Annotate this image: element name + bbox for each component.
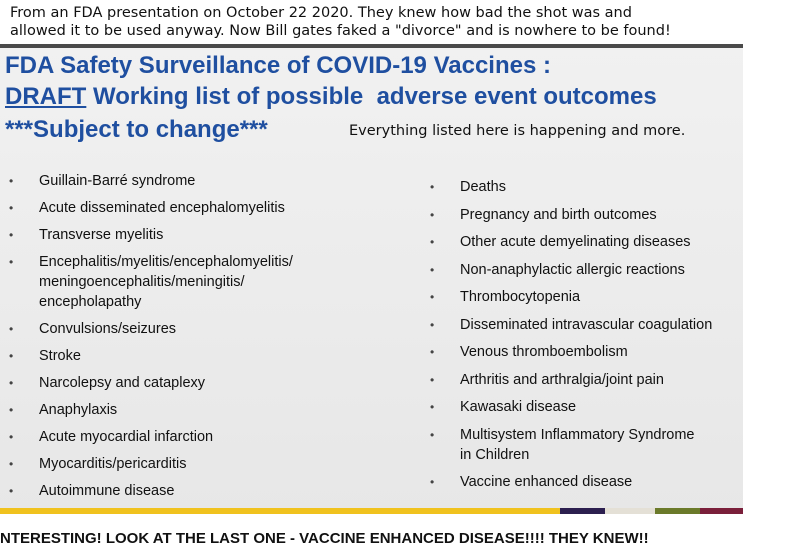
right-outcome-list bbox=[430, 177, 743, 492]
bullet-icon: • bbox=[9, 376, 14, 390]
bullet-icon: • bbox=[9, 255, 14, 269]
list-item: • Thrombocytopenia bbox=[430, 289, 581, 305]
bullet-icon: • bbox=[9, 174, 14, 188]
bullet-icon: • bbox=[9, 403, 14, 417]
right-margin bbox=[743, 0, 805, 516]
overlay-note: Everything listed here is happening and more. bbox=[349, 123, 686, 139]
list-item: • Disseminated intravascular coagulation bbox=[430, 316, 713, 333]
slide-footer-color-bar bbox=[0, 508, 743, 516]
list-item: • Autoimmune disease bbox=[9, 483, 175, 499]
bullet-icon: • bbox=[9, 457, 14, 471]
slide-top-border bbox=[0, 44, 743, 48]
bullet-icon: • bbox=[430, 235, 435, 249]
list-item: • Acute disseminated encephalomyelitis bbox=[9, 200, 285, 216]
bullet-icon: • bbox=[430, 345, 435, 359]
list-item: • Other acute demyelinating diseases bbox=[430, 234, 691, 250]
color-segment bbox=[560, 508, 605, 514]
bullet-icon: • bbox=[9, 228, 14, 242]
slide-title-line-3: ***Subject to change*** bbox=[5, 116, 268, 143]
slide-image bbox=[0, 44, 743, 514]
bullet-icon: • bbox=[430, 475, 435, 489]
list-item: • Vaccine enhanced disease bbox=[430, 474, 633, 490]
slide-title-line-1: FDA Safety Surveillance of COVID-19 Vaccines : bbox=[5, 52, 551, 79]
list-item: • Anaphylaxis bbox=[9, 402, 118, 418]
top-caption bbox=[10, 4, 730, 40]
bullet-icon: • bbox=[9, 201, 14, 215]
list-item: • Kawasaki disease bbox=[430, 399, 577, 415]
bullet-icon: • bbox=[430, 262, 435, 277]
slide-title-line-2 bbox=[5, 83, 657, 111]
color-segment bbox=[0, 508, 560, 514]
color-segment bbox=[605, 508, 655, 514]
list-item: • Encephalitis/myelitis/encephalomyelitis/ meningoencephalitis/meningitis/ encepholapathy bbox=[9, 254, 293, 310]
bullet-icon: • bbox=[430, 372, 435, 387]
bullet-icon: • bbox=[430, 180, 435, 194]
list-item: • Narcolepsy and cataplexy bbox=[9, 375, 206, 391]
list-item: • Acute myocardial infarction bbox=[9, 429, 214, 445]
bullet-icon: • bbox=[430, 400, 435, 414]
color-segment bbox=[700, 508, 743, 514]
top-caption-line-2: allowed it to be used anyway. Now Bill gates faked a "divorce" and is nowhere to be found! bbox=[10, 23, 671, 39]
list-item: • Arthritis and arthralgia/joint pain bbox=[430, 371, 664, 388]
list-item: • Convulsions/seizures bbox=[9, 321, 177, 337]
list-item: • Guillain-Barré syndrome bbox=[9, 173, 196, 189]
bullet-icon: • bbox=[430, 427, 435, 442]
top-caption-line-1: From an FDA presentation on October 22 2020. They knew how bad the shot was and bbox=[10, 5, 632, 21]
draft-label: DRAFT bbox=[5, 83, 87, 110]
bullet-icon: • bbox=[9, 484, 14, 498]
list-item: • Deaths bbox=[430, 179, 506, 195]
bullet-icon: • bbox=[9, 430, 14, 444]
bullet-icon: • bbox=[9, 349, 14, 363]
color-segment bbox=[655, 508, 700, 514]
list-item: • Pregnancy and birth outcomes bbox=[430, 206, 657, 223]
list-item: • Venous thromboembolism bbox=[430, 344, 628, 360]
left-outcome-list bbox=[9, 171, 369, 501]
slide-title-line-2-rest: Working list of possible adverse event outcomes bbox=[86, 83, 657, 110]
bottom-caption: NTERESTING! LOOK AT THE LAST ONE - VACCINE ENHANCED DISEASE!!!! THEY KNEW!! bbox=[0, 530, 649, 547]
bullet-icon: • bbox=[430, 207, 435, 222]
list-item: • Non-anaphylactic allergic reactions bbox=[430, 261, 685, 278]
bullet-icon: • bbox=[9, 322, 14, 336]
list-item: • Transverse myelitis bbox=[9, 227, 164, 243]
list-item: • Stroke bbox=[9, 348, 81, 364]
list-item: • Multisystem Inflammatory Syndrome in Children bbox=[430, 426, 695, 463]
bullet-icon: • bbox=[430, 290, 435, 304]
list-item: • Myocarditis/pericarditis bbox=[9, 456, 187, 472]
bullet-icon: • bbox=[430, 317, 435, 332]
